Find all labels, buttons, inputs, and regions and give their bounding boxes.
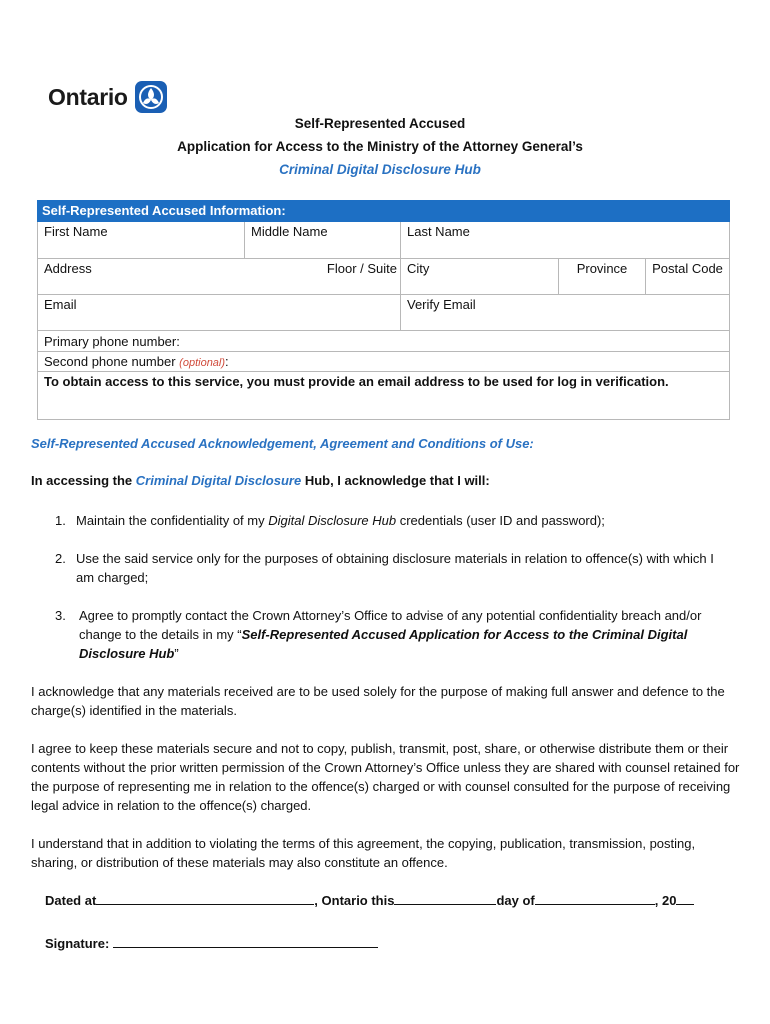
second-phone-colon: : xyxy=(225,354,229,369)
lead-pre: In accessing the xyxy=(31,473,136,488)
email-field[interactable] xyxy=(38,295,400,330)
city-label: City xyxy=(407,261,430,276)
signature-blank[interactable] xyxy=(113,934,378,948)
title-line-1: Self-Represented Accused xyxy=(294,116,466,131)
email-label: Email xyxy=(44,297,77,312)
list-item-2 xyxy=(55,549,735,587)
postal-code-label: Postal Code xyxy=(652,261,723,276)
list-item-3 xyxy=(55,606,735,663)
verify-email-label: Verify Email xyxy=(407,297,476,312)
title-line-2: Application for Access to the Ministry of the Attorney General’s xyxy=(177,139,583,154)
province-field[interactable] xyxy=(558,259,645,294)
acknowledgement-lead xyxy=(31,473,490,488)
province-label: Province xyxy=(576,261,628,276)
lead-highlight: Criminal Digital Disclosure xyxy=(135,473,302,488)
accused-info-form xyxy=(37,200,730,420)
year-blank[interactable] xyxy=(676,891,694,905)
address-row xyxy=(37,259,730,295)
postal-code-field[interactable] xyxy=(645,259,729,294)
lead-post: Hub, I acknowledge that I will: xyxy=(301,473,490,488)
paragraph-offence-warning: I understand that in addition to violating the terms of this agreement, the copying, publication, transmission, posting, sharing, or distribution of these materials may also constitute an offence. xyxy=(31,836,696,870)
item-number: 2. xyxy=(55,551,66,566)
dated-at-blank[interactable] xyxy=(96,891,314,905)
acknowledgement-title: Self-Represented Accused Acknowledgement, Agreement and Conditions of Use: xyxy=(31,436,534,451)
access-note xyxy=(37,372,730,420)
list-item-1 xyxy=(55,511,735,530)
item-text: Agree to promptly contact the Crown Attorney’s Office to advise of any potential confidentiality breach and/or change to the details in my “Self-Represented Accused Application for Access to the Criminal Digital Disclosure Hub” xyxy=(79,608,702,661)
item-text: Maintain the confidentiality of my Digital Disclosure Hub credentials (user ID and password); xyxy=(76,513,605,528)
floor-suite-label: Floor / Suite xyxy=(326,261,397,276)
item-text: Use the said service only for the purposes of obtaining disclosure materials in relation to offence(s) with which I am charged; xyxy=(76,551,714,585)
month-blank[interactable] xyxy=(535,891,655,905)
second-phone-label: Second phone number xyxy=(44,354,176,369)
first-name-field[interactable] xyxy=(38,222,244,258)
primary-phone-label: Primary phone number: xyxy=(44,334,180,349)
middle-name-field[interactable] xyxy=(244,222,400,258)
primary-phone-field[interactable] xyxy=(37,331,730,352)
item-number: 1. xyxy=(55,513,66,528)
day-of-label: day of xyxy=(496,893,535,908)
logo-text: Ontario xyxy=(48,83,128,110)
trillium-icon xyxy=(134,80,168,114)
address-field[interactable] xyxy=(38,259,400,294)
verify-email-field[interactable] xyxy=(400,295,729,330)
second-phone-field[interactable] xyxy=(37,352,730,372)
access-note-text: To obtain access to this service, you must provide an email address to be used for log in verification. xyxy=(44,374,669,389)
city-field[interactable] xyxy=(400,259,558,294)
ontario-logo xyxy=(48,80,168,114)
title-line-3: Criminal Digital Disclosure Hub xyxy=(279,162,481,177)
day-blank[interactable] xyxy=(394,891,496,905)
middle-name-label: Middle Name xyxy=(251,224,328,239)
last-name-label: Last Name xyxy=(407,224,470,239)
address-label: Address xyxy=(44,261,92,276)
first-name-label: First Name xyxy=(44,224,108,239)
item-number: 3. xyxy=(55,608,66,623)
email-row xyxy=(37,295,730,331)
form-section-header: Self-Represented Accused Information: xyxy=(37,200,730,222)
optional-tag: (optional) xyxy=(179,357,226,369)
dated-line xyxy=(45,891,694,908)
paragraph-secure-materials: I agree to keep these materials secure and not to copy, publish, transmit, post, share, or otherwise distribute them or their contents without the prior written permission of the Crown Attorney’s Office unless they are shared with counsel retained for the purpose of representing me in relation to the offence(s) charged or with counsel consulted for the purpose of receiving legal advice in relation to the offence(s) charged. xyxy=(31,741,740,813)
year-prefix-label: , 20 xyxy=(654,893,677,908)
signature-label: Signature: xyxy=(45,936,110,951)
name-row xyxy=(37,222,730,259)
dated-at-label: Dated at xyxy=(45,893,97,908)
paragraph-materials-use: I acknowledge that any materials received are to be used solely for the purpose of making full answer and defence to the charge(s) identified in the materials. xyxy=(31,684,725,718)
last-name-field[interactable] xyxy=(400,222,729,258)
ontario-this-label: , Ontario this xyxy=(314,893,395,908)
signature-line xyxy=(45,934,378,951)
